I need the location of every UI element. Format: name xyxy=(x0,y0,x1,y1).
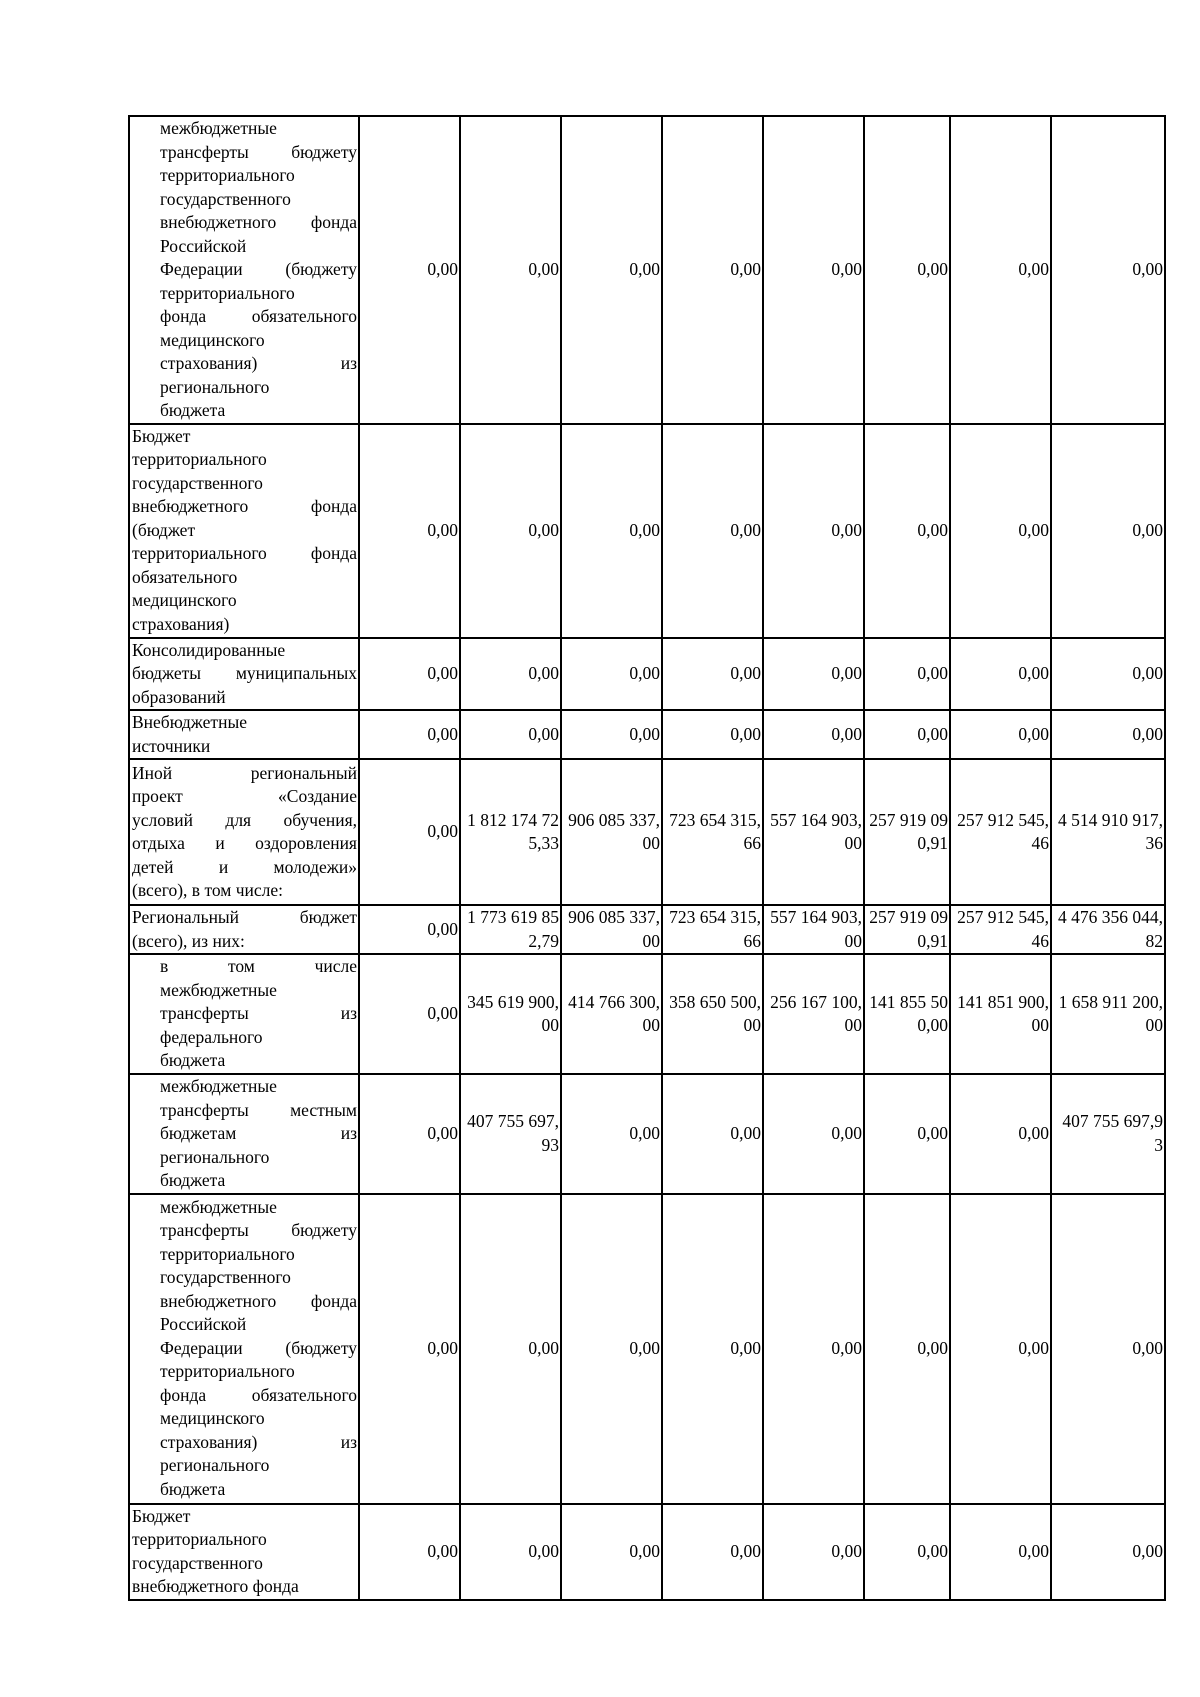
value-text: 0,00 xyxy=(629,1123,660,1143)
value-cell xyxy=(763,116,864,424)
value-text: 0,00 xyxy=(831,1540,862,1561)
value-cell xyxy=(662,638,763,711)
value-cell xyxy=(561,638,662,711)
value-cell xyxy=(950,638,1051,711)
value-text: 0,00 xyxy=(1132,259,1163,279)
value-text: 0,00 xyxy=(917,1337,948,1358)
value-cell xyxy=(561,116,662,424)
value-text: 414 766 300,00 xyxy=(568,991,660,1035)
value-cell xyxy=(359,1504,460,1600)
value-cell xyxy=(460,905,561,954)
value-text: 0,00 xyxy=(730,1540,761,1561)
value-text: 141 855 500,00 xyxy=(869,991,948,1035)
value-text: 345 619 900,00 xyxy=(467,991,559,1035)
value-text: 906 085 337,00 xyxy=(568,907,660,951)
value-cell xyxy=(662,116,763,424)
row-label-line: Российской xyxy=(160,235,247,256)
value-cell xyxy=(460,424,561,638)
value-text: 0,00 xyxy=(528,1540,559,1561)
row-label-line: внебюджетного фонда xyxy=(132,496,357,517)
value-cell xyxy=(460,638,561,711)
row-label xyxy=(129,954,359,1074)
value-text: 0,00 xyxy=(1132,519,1163,540)
row-label-line: межбюджетные xyxy=(160,118,277,138)
value-text: 0,00 xyxy=(730,1337,761,1358)
row-label-line: обязательного xyxy=(132,566,238,587)
row-label-line: территориального xyxy=(160,282,295,303)
row-label-line: внебюджетного фонда xyxy=(132,1576,299,1596)
value-text: 257 912 545,46 xyxy=(957,809,1049,853)
row-label-line: страхования) из xyxy=(160,353,357,373)
table-row xyxy=(129,424,1165,638)
row-label-line: бюджета xyxy=(160,1050,226,1071)
value-text: 557 164 903,00 xyxy=(770,809,862,853)
value-text: 0,00 xyxy=(730,519,761,540)
value-cell xyxy=(460,954,561,1074)
row-label-line: Внебюджетные xyxy=(132,712,247,732)
table-row xyxy=(129,710,1165,759)
value-cell xyxy=(561,1194,662,1504)
value-cell xyxy=(359,424,460,638)
table-row xyxy=(129,759,1165,905)
value-cell xyxy=(1051,638,1165,711)
row-label-line: (бюджет xyxy=(132,519,196,540)
value-cell xyxy=(763,905,864,954)
value-cell xyxy=(460,1074,561,1194)
value-text: 0,00 xyxy=(730,259,761,279)
table-row xyxy=(129,638,1165,711)
value-text: 0,00 xyxy=(528,663,559,683)
value-text: 0,00 xyxy=(1018,1540,1049,1561)
row-label xyxy=(129,905,359,954)
value-cell xyxy=(950,1504,1051,1600)
row-label-line: Российской xyxy=(160,1314,247,1335)
value-cell xyxy=(359,954,460,1074)
row-label-line: Федерации (бюджету xyxy=(160,259,357,279)
value-cell xyxy=(359,759,460,905)
budget-table xyxy=(128,115,1166,1601)
row-label-line: внебюджетного фонда xyxy=(160,1290,357,1311)
value-text: 256 167 100,00 xyxy=(770,991,862,1035)
value-cell xyxy=(950,1194,1051,1504)
table-row xyxy=(129,954,1165,1074)
value-text: 4 476 356 044,82 xyxy=(1058,907,1163,951)
row-label-line: источники xyxy=(132,735,211,756)
value-cell xyxy=(950,1074,1051,1194)
value-text: 0,00 xyxy=(1018,1123,1049,1143)
value-cell xyxy=(460,116,561,424)
value-text: 0,00 xyxy=(917,1123,948,1143)
value-cell xyxy=(864,1504,950,1600)
value-cell xyxy=(763,759,864,905)
table-row xyxy=(129,1194,1165,1504)
row-label-line: государственного xyxy=(132,1552,263,1573)
value-text: 0,00 xyxy=(1018,1337,1049,1358)
row-label-line: условий для обучения, xyxy=(132,809,357,830)
row-label-line: государственного xyxy=(132,472,263,493)
table-row xyxy=(129,1504,1165,1600)
value-text: 0,00 xyxy=(1018,663,1049,683)
row-label-line: территориального xyxy=(160,1361,295,1382)
row-label-line: территориального xyxy=(160,1243,295,1264)
value-cell xyxy=(763,424,864,638)
table-row xyxy=(129,905,1165,954)
row-label-line: медицинского xyxy=(132,590,237,611)
value-cell xyxy=(662,1194,763,1504)
value-cell xyxy=(359,905,460,954)
row-label xyxy=(129,1504,359,1600)
row-label-line: фонда обязательного xyxy=(160,306,357,326)
row-label-line: регионального xyxy=(160,376,270,397)
value-text: 0,00 xyxy=(917,663,948,683)
value-cell xyxy=(561,905,662,954)
value-text: 1 812 174 725,33 xyxy=(467,809,559,853)
value-text: 0,00 xyxy=(427,918,458,939)
value-text: 0,00 xyxy=(427,1003,458,1024)
value-text: 0,00 xyxy=(831,1123,862,1143)
value-text: 0,00 xyxy=(730,1123,761,1143)
row-label-line: образований xyxy=(132,686,226,707)
value-text: 0,00 xyxy=(629,519,660,540)
row-label-line: территориального xyxy=(160,165,295,185)
row-label-line: (всего), из них: xyxy=(132,930,245,951)
table-row xyxy=(129,116,1165,424)
value-cell xyxy=(1051,1504,1165,1600)
row-label-line: медицинского xyxy=(160,329,265,350)
value-text: 0,00 xyxy=(1132,1337,1163,1358)
row-label-line: (всего), в том числе: xyxy=(132,880,284,900)
value-text: 0,00 xyxy=(1132,723,1163,744)
value-cell xyxy=(460,759,561,905)
row-label-line: межбюджетные xyxy=(160,1076,277,1096)
value-cell xyxy=(359,1074,460,1194)
row-label-line: Федерации (бюджету xyxy=(160,1337,357,1358)
value-text: 0,00 xyxy=(1132,663,1163,683)
value-text: 0,00 xyxy=(831,519,862,540)
row-label-line: государственного xyxy=(160,188,291,209)
value-cell xyxy=(1051,954,1165,1074)
value-text: 0,00 xyxy=(730,663,761,683)
value-text: 1 773 619 852,79 xyxy=(467,907,559,951)
value-text: 0,00 xyxy=(831,1337,862,1358)
value-text: 723 654 315,66 xyxy=(669,907,761,951)
value-cell xyxy=(662,424,763,638)
value-text: 723 654 315,66 xyxy=(669,809,761,853)
value-text: 557 164 903,00 xyxy=(770,907,862,951)
value-text: 141 851 900,00 xyxy=(957,991,1049,1035)
value-cell xyxy=(359,638,460,711)
value-cell xyxy=(950,954,1051,1074)
value-text: 0,00 xyxy=(427,1123,458,1143)
value-text: 0,00 xyxy=(917,723,948,744)
row-label-line: межбюджетные xyxy=(160,1196,277,1217)
value-cell xyxy=(864,905,950,954)
value-text: 0,00 xyxy=(1132,1540,1163,1561)
value-cell xyxy=(359,116,460,424)
value-cell xyxy=(864,759,950,905)
value-text: 0,00 xyxy=(427,519,458,540)
value-text: 0,00 xyxy=(427,723,458,744)
value-text: 0,00 xyxy=(1018,519,1049,540)
value-cell xyxy=(950,905,1051,954)
row-label xyxy=(129,116,359,424)
value-text: 0,00 xyxy=(629,723,660,744)
value-cell xyxy=(662,759,763,905)
value-cell xyxy=(1051,1074,1165,1194)
value-cell xyxy=(864,424,950,638)
value-cell xyxy=(1051,905,1165,954)
row-label-line: страхования) из xyxy=(160,1431,357,1452)
value-cell xyxy=(950,710,1051,759)
value-text: 0,00 xyxy=(629,663,660,683)
value-text: 0,00 xyxy=(831,259,862,279)
value-text: 1 658 911 200,00 xyxy=(1058,991,1163,1035)
value-cell xyxy=(864,710,950,759)
row-label-line: отдыха и оздоровления xyxy=(132,833,357,853)
row-label-line: Региональный бюджет xyxy=(132,907,357,927)
value-text: 0,00 xyxy=(629,1337,660,1358)
row-label-line: трансферты из xyxy=(160,1003,357,1024)
value-cell xyxy=(864,954,950,1074)
value-cell xyxy=(763,1074,864,1194)
value-text: 906 085 337,00 xyxy=(568,809,660,853)
value-cell xyxy=(1051,710,1165,759)
value-text: 0,00 xyxy=(528,1337,559,1358)
row-label-line: Консолидированные xyxy=(132,639,286,660)
value-cell xyxy=(864,1074,950,1194)
table-row xyxy=(129,1074,1165,1194)
row-label-line: регионального xyxy=(160,1146,270,1167)
value-text: 0,00 xyxy=(629,259,660,279)
value-cell xyxy=(864,116,950,424)
value-cell xyxy=(1051,424,1165,638)
value-cell xyxy=(763,638,864,711)
row-label-line: межбюджетные xyxy=(160,979,277,1000)
row-label xyxy=(129,1074,359,1194)
value-text: 4 514 910 917,36 xyxy=(1058,809,1163,853)
value-text: 257 912 545,46 xyxy=(957,907,1049,951)
row-label xyxy=(129,424,359,638)
value-cell xyxy=(1051,1194,1165,1504)
row-label-line: Бюджет xyxy=(132,425,191,446)
value-cell xyxy=(662,1074,763,1194)
row-label-line: бюджетам из xyxy=(160,1123,357,1143)
row-label xyxy=(129,1194,359,1504)
value-text: 407 755 697,93 xyxy=(1062,1111,1163,1155)
value-cell xyxy=(1051,116,1165,424)
value-cell xyxy=(950,759,1051,905)
value-cell xyxy=(561,1504,662,1600)
value-cell xyxy=(950,424,1051,638)
value-cell xyxy=(763,954,864,1074)
row-label-line: трансферты местным xyxy=(160,1099,357,1120)
value-text: 0,00 xyxy=(528,723,559,744)
value-cell xyxy=(561,759,662,905)
row-label-line: страхования) xyxy=(132,613,230,634)
value-text: 0,00 xyxy=(831,723,862,744)
row-label-line: трансферты бюджету xyxy=(160,1220,357,1241)
table-body xyxy=(129,116,1165,1600)
value-cell xyxy=(864,638,950,711)
row-label-line: бюджета xyxy=(160,1170,226,1190)
value-text: 0,00 xyxy=(730,723,761,744)
row-label-line: регионального xyxy=(160,1455,270,1476)
row-label-line: территориального фонда xyxy=(132,543,357,564)
value-cell xyxy=(561,1074,662,1194)
value-text: 0,00 xyxy=(427,259,458,279)
row-label xyxy=(129,638,359,711)
value-text: 0,00 xyxy=(629,1540,660,1561)
row-label-line: Иной региональный xyxy=(132,762,357,783)
value-text: 0,00 xyxy=(427,821,458,842)
value-cell xyxy=(460,710,561,759)
value-text: 0,00 xyxy=(427,663,458,683)
row-label-line: территориального xyxy=(132,449,267,470)
row-label-line: детей и молодежи» xyxy=(132,856,357,877)
value-cell xyxy=(662,905,763,954)
row-label-line: федерального xyxy=(160,1026,263,1047)
value-cell xyxy=(662,710,763,759)
value-cell xyxy=(561,954,662,1074)
row-label-line: трансферты бюджету xyxy=(160,141,357,162)
value-cell xyxy=(763,1504,864,1600)
row-label-line: государственного xyxy=(160,1267,291,1288)
value-cell xyxy=(864,1194,950,1504)
row-label-line: внебюджетного фонда xyxy=(160,212,357,232)
value-cell xyxy=(359,710,460,759)
value-cell xyxy=(662,1504,763,1600)
value-cell xyxy=(662,954,763,1074)
value-cell xyxy=(950,116,1051,424)
value-cell xyxy=(1051,759,1165,905)
value-cell xyxy=(561,710,662,759)
row-label-line: фонда обязательного xyxy=(160,1384,357,1405)
row-label xyxy=(129,759,359,905)
row-label-line: бюджеты муниципальных xyxy=(132,663,357,683)
value-cell xyxy=(460,1194,561,1504)
row-label-line: территориального xyxy=(132,1529,267,1549)
value-cell xyxy=(359,1194,460,1504)
value-text: 0,00 xyxy=(1018,723,1049,744)
value-text: 0,00 xyxy=(917,259,948,279)
value-text: 0,00 xyxy=(528,519,559,540)
value-text: 257 919 090,91 xyxy=(869,907,948,951)
row-label-line: бюджета xyxy=(160,1478,226,1499)
value-text: 358 650 500,00 xyxy=(669,991,761,1035)
value-cell xyxy=(763,1194,864,1504)
value-text: 0,00 xyxy=(528,259,559,279)
value-text: 257 919 090,91 xyxy=(869,809,948,853)
value-text: 407 755 697,93 xyxy=(467,1111,559,1155)
value-text: 0,00 xyxy=(427,1337,458,1358)
row-label-line: медицинского xyxy=(160,1408,265,1429)
row-label-line: Бюджет xyxy=(132,1505,191,1526)
value-text: 0,00 xyxy=(917,1540,948,1561)
value-cell xyxy=(763,710,864,759)
value-cell xyxy=(460,1504,561,1600)
row-label-line: в том числе xyxy=(160,956,357,977)
row-label xyxy=(129,710,359,759)
value-text: 0,00 xyxy=(831,663,862,683)
value-text: 0,00 xyxy=(917,519,948,540)
value-cell xyxy=(561,424,662,638)
row-label-line: бюджета xyxy=(160,400,226,420)
value-text: 0,00 xyxy=(1018,259,1049,279)
value-text: 0,00 xyxy=(427,1540,458,1561)
row-label-line: проект «Создание xyxy=(132,786,357,806)
